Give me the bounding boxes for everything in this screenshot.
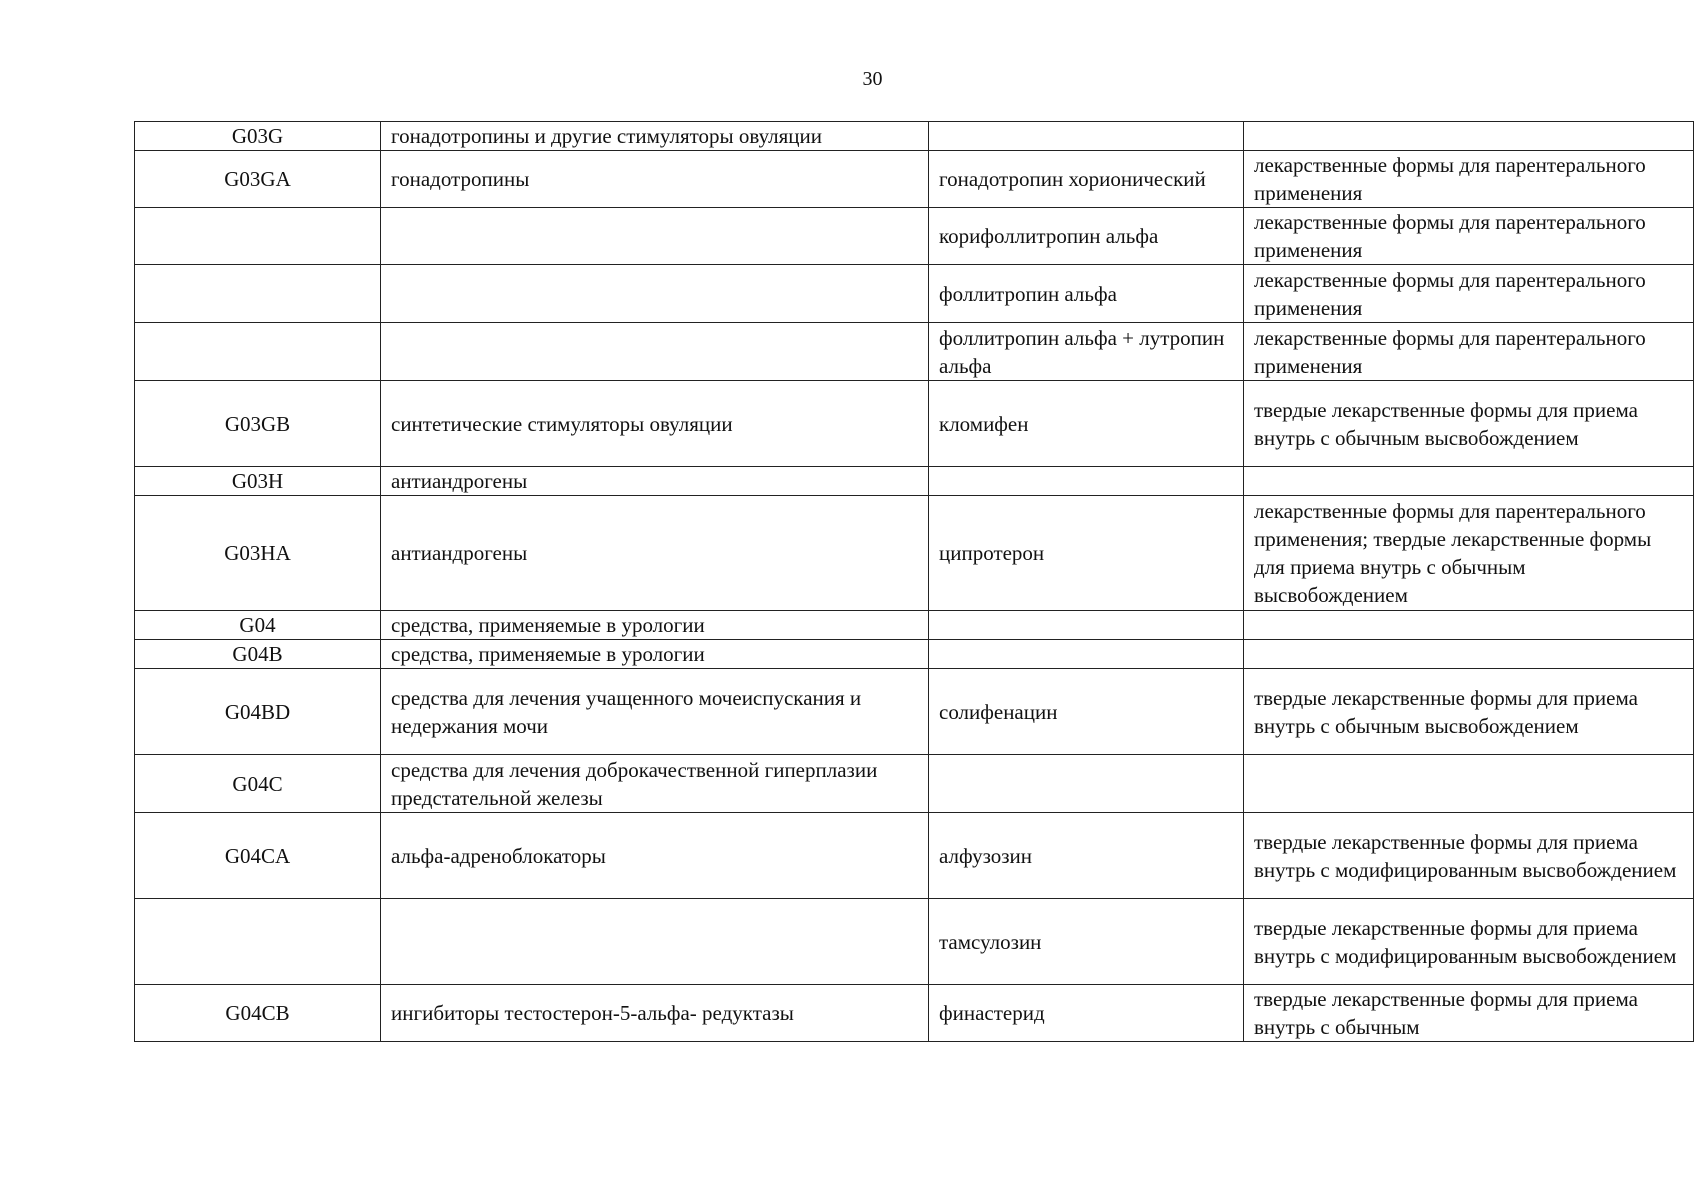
dosage-form-cell: твердые лекарственные формы для приема внутрь с модифицированным высвобождением <box>1244 899 1694 985</box>
table-row <box>135 640 1694 669</box>
pharmacological-group-cell: антиандрогены <box>381 496 929 611</box>
drug-name-cell <box>929 467 1244 496</box>
pharmacological-group-cell: синтетические стимуляторы овуляции <box>381 381 929 467</box>
pharmacological-group-cell <box>381 208 929 265</box>
atc-code-cell <box>135 323 381 381</box>
table-row <box>135 208 1694 265</box>
table-row <box>135 381 1694 467</box>
atc-code-cell <box>135 208 381 265</box>
drug-name-cell: алфузозин <box>929 813 1244 899</box>
pharmacological-group-cell: гонадотропины <box>381 151 929 208</box>
pharmacological-group-cell: гонадотропины и другие стимуляторы овуляции <box>381 122 929 151</box>
pharmacological-group-cell: антиандрогены <box>381 467 929 496</box>
atc-code-cell: G04C <box>135 755 381 813</box>
dosage-form-cell: твердые лекарственные формы для приема внутрь с обычным <box>1244 985 1694 1042</box>
pharmacological-group-cell: ингибиторы тестостерон-5-альфа- редуктазы <box>381 985 929 1042</box>
table-row <box>135 265 1694 323</box>
dosage-form-cell: лекарственные формы для парентерального применения <box>1244 208 1694 265</box>
table-row <box>135 611 1694 640</box>
pharmacological-group-cell <box>381 265 929 323</box>
drug-name-cell <box>929 640 1244 669</box>
table-row <box>135 985 1694 1042</box>
atc-code-cell: G04CB <box>135 985 381 1042</box>
dosage-form-cell: лекарственные формы для парентерального применения <box>1244 265 1694 323</box>
table-row <box>135 899 1694 985</box>
atc-code-cell: G03GB <box>135 381 381 467</box>
pharmacological-group-cell <box>381 899 929 985</box>
table-row <box>135 813 1694 899</box>
pharmacological-group-cell: средства для лечения доброкачественной гиперплазии предстательной железы <box>381 755 929 813</box>
dosage-form-cell <box>1244 467 1694 496</box>
drug-name-cell: корифоллитропин альфа <box>929 208 1244 265</box>
pharmacological-group-cell: средства, применяемые в урологии <box>381 640 929 669</box>
atc-code-cell: G04CA <box>135 813 381 899</box>
drug-name-cell: тамсулозин <box>929 899 1244 985</box>
table-row <box>135 755 1694 813</box>
dosage-form-cell: твердые лекарственные формы для приема внутрь с обычным высвобождением <box>1244 669 1694 755</box>
dosage-form-cell <box>1244 640 1694 669</box>
pharmacological-group-cell <box>381 323 929 381</box>
table-row <box>135 122 1694 151</box>
dosage-form-cell: лекарственные формы для парентерального применения <box>1244 323 1694 381</box>
pharmacological-group-cell: средства для лечения учащенного мочеиспускания и недержания мочи <box>381 669 929 755</box>
table-row <box>135 151 1694 208</box>
drug-name-cell: фоллитропин альфа <box>929 265 1244 323</box>
dosage-form-cell: твердые лекарственные формы для приема внутрь с обычным высвобождением <box>1244 381 1694 467</box>
atc-code-cell <box>135 899 381 985</box>
drug-name-cell: кломифен <box>929 381 1244 467</box>
drug-name-cell <box>929 122 1244 151</box>
drug-name-cell: финастерид <box>929 985 1244 1042</box>
dosage-form-cell <box>1244 755 1694 813</box>
drug-name-cell: ципротерон <box>929 496 1244 611</box>
drug-classification-table <box>134 121 1694 1042</box>
page-number: 30 <box>862 68 883 90</box>
dosage-form-cell: лекарственные формы для парентерального применения <box>1244 151 1694 208</box>
atc-code-cell: G03HA <box>135 496 381 611</box>
atc-code-cell: G03GA <box>135 151 381 208</box>
atc-code-cell: G04BD <box>135 669 381 755</box>
drug-name-cell: фоллитропин альфа + лутропин альфа <box>929 323 1244 381</box>
atc-code-cell: G03H <box>135 467 381 496</box>
drug-name-cell: солифенацин <box>929 669 1244 755</box>
drug-name-cell: гонадотропин хорионический <box>929 151 1244 208</box>
atc-code-cell: G03G <box>135 122 381 151</box>
drug-name-cell <box>929 755 1244 813</box>
table-row <box>135 669 1694 755</box>
table-row <box>135 496 1694 611</box>
atc-code-cell <box>135 265 381 323</box>
pharmacological-group-cell: альфа-адреноблокаторы <box>381 813 929 899</box>
table-row <box>135 467 1694 496</box>
dosage-form-cell: твердые лекарственные формы для приема внутрь с модифицированным высвобождением <box>1244 813 1694 899</box>
dosage-form-cell <box>1244 611 1694 640</box>
dosage-form-cell: лекарственные формы для парентерального применения; твердые лекарственные формы для приема внутрь с обычным высвобождением <box>1244 496 1694 611</box>
atc-code-cell: G04B <box>135 640 381 669</box>
drug-name-cell <box>929 611 1244 640</box>
dosage-form-cell <box>1244 122 1694 151</box>
table-row <box>135 323 1694 381</box>
atc-code-cell: G04 <box>135 611 381 640</box>
pharmacological-group-cell: средства, применяемые в урологии <box>381 611 929 640</box>
